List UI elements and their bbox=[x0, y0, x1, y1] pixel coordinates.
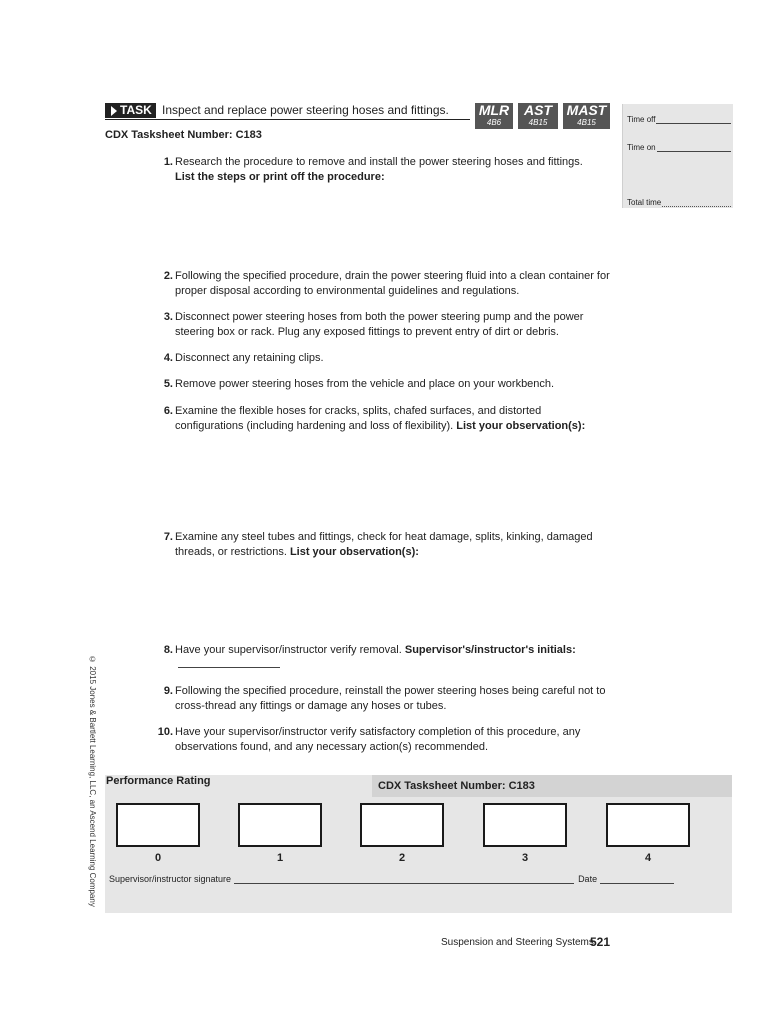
play-triangle-icon bbox=[111, 106, 117, 116]
rating-label-2: 2 bbox=[398, 852, 406, 864]
rating-box-4[interactable] bbox=[606, 803, 690, 847]
step-1: 1. Research the procedure to remove and install the power steering hoses and fittings. List the steps or print off the procedure: bbox=[163, 156, 583, 183]
step-9: 9. Following the specified procedure, reinstall the power steering hoses being careful not to cross-thread any fittings or damage any hoses or tubes. bbox=[163, 685, 606, 712]
total-time-field[interactable]: Total time bbox=[627, 198, 731, 207]
step-6: 6. Examine the flexible hoses for cracks, splits, chafed surfaces, and distorted configurations (including hardening and loss of flexibility). List your observation(s): bbox=[163, 405, 586, 432]
performance-cdx-number: CDX Tasksheet Number: C183 bbox=[372, 775, 732, 797]
initials-line[interactable] bbox=[178, 658, 280, 668]
signature-line[interactable] bbox=[234, 875, 574, 884]
task-title: Inspect and replace power steering hoses and fittings. bbox=[162, 103, 449, 117]
title-underline bbox=[105, 119, 470, 120]
copyright-notice: © 2015 Jones & Bartlett Learning, LLC, an Ascend Learning Company bbox=[88, 655, 97, 907]
date-label: Date bbox=[578, 874, 598, 884]
rating-label-3: 3 bbox=[521, 852, 529, 864]
rating-box-2[interactable] bbox=[360, 803, 444, 847]
task-badge bbox=[105, 103, 156, 118]
step-7: 7. Examine any steel tubes and fittings, check for heat damage, splits, kinking, damaged threads, or restrictions. List your observation(s): bbox=[163, 531, 593, 558]
step-4: 4. Disconnect any retaining clips. bbox=[163, 352, 324, 364]
cdx-tasksheet-number: CDX Tasksheet Number: C183 bbox=[105, 129, 262, 141]
step-8: 8. Have your supervisor/instructor verify removal. Supervisor's/instructor's initials: bbox=[150, 643, 610, 673]
level-badge-mast: MAST 4B15 bbox=[563, 103, 610, 129]
performance-rating-title: Performance Rating bbox=[106, 775, 211, 787]
time-on-field[interactable]: Time on bbox=[627, 143, 731, 152]
time-box bbox=[622, 104, 733, 208]
step-5: 5. Remove power steering hoses from the vehicle and place on your workbench. bbox=[163, 378, 555, 390]
page-number: 521 bbox=[590, 935, 611, 949]
step-2: 2. Following the specified procedure, drain the power steering fluid into a clean container for proper disposal according to environmental guidelines and regulations. bbox=[163, 270, 610, 297]
level-badge-ast: AST 4B15 bbox=[518, 103, 558, 129]
footer-section: Suspension and Steering Systems bbox=[441, 937, 594, 948]
rating-label-1: 1 bbox=[276, 852, 284, 864]
signature-label: Supervisor/instructor signature bbox=[109, 874, 232, 884]
signature-row bbox=[109, 874, 694, 884]
rating-box-1[interactable] bbox=[238, 803, 322, 847]
step-10: 10. Have your supervisor/instructor verify satisfactory completion of this procedure, any observations found, and any necessary action(s) recommended. bbox=[157, 726, 581, 753]
rating-label-0: 0 bbox=[154, 852, 162, 864]
rating-label-4: 4 bbox=[644, 852, 652, 864]
time-off-field[interactable]: Time off bbox=[627, 115, 731, 124]
rating-box-3[interactable] bbox=[483, 803, 567, 847]
task-label: TASK bbox=[120, 103, 152, 117]
level-badge-mlr: MLR 4B6 bbox=[475, 103, 513, 129]
step-3: 3. Disconnect power steering hoses from both the power steering pump and the power steering box or rack. Plug any exposed fittings to prevent entry of dirt or debris. bbox=[163, 311, 584, 338]
rating-box-0[interactable] bbox=[116, 803, 200, 847]
date-line[interactable] bbox=[600, 875, 674, 884]
